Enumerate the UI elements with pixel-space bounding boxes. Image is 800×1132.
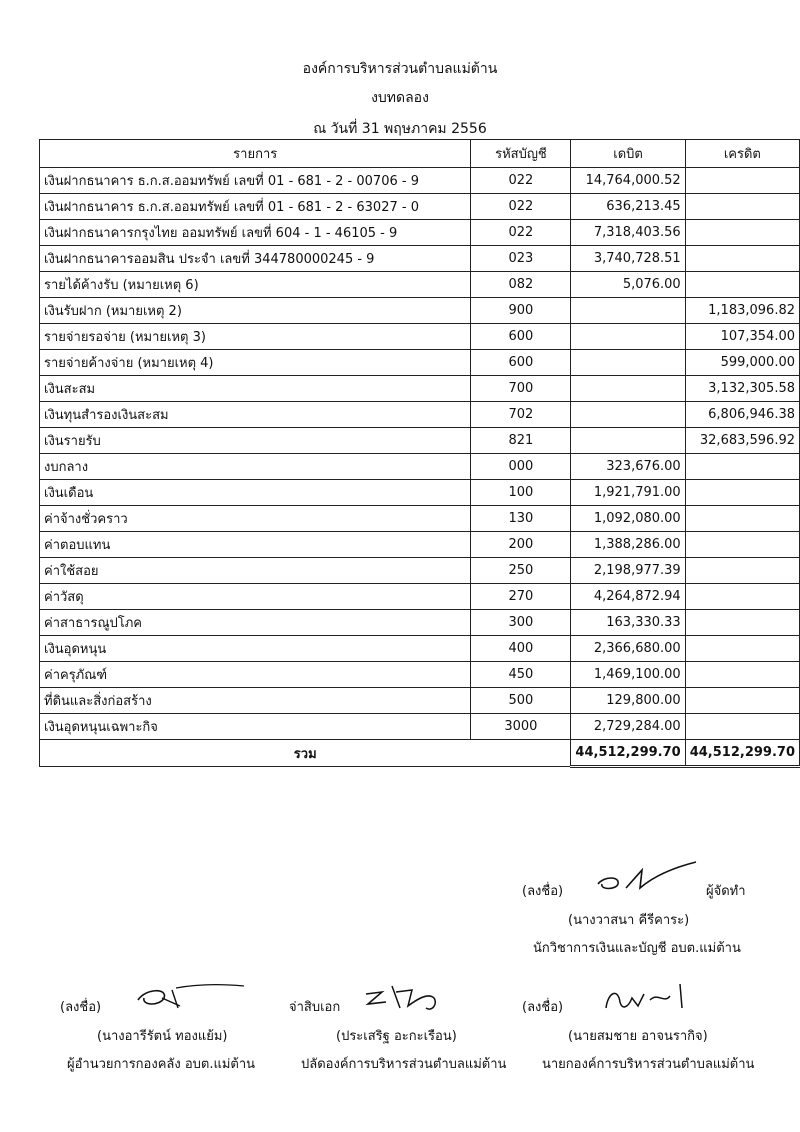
column-header-item: รายการ	[40, 140, 471, 168]
row-item: ค่าสาธารณูปโภค	[40, 610, 471, 636]
row-credit: 599,000.00	[685, 350, 799, 376]
row-debit	[571, 298, 685, 324]
row-debit	[571, 324, 685, 350]
total-row	[40, 740, 800, 767]
row-item: ค่าครุภัณฑ์	[40, 662, 471, 688]
table-row	[40, 558, 800, 584]
row-credit: 32,683,596.92	[685, 428, 799, 454]
mayor-position: นายกองค์การบริหารส่วนตำบลแม่ต้าน	[542, 1057, 755, 1072]
finance-director-sign-label: (ลงชื่อ)	[60, 1000, 102, 1015]
row-account-code: 022	[471, 194, 571, 220]
row-debit: 7,318,403.56	[571, 220, 685, 246]
row-item: เงินฝากธนาคารออมสิน ประจำ เลขที่ 344780000245 - 9	[40, 246, 471, 272]
secretary-rank: จ่าสิบเอก	[289, 1000, 341, 1015]
row-account-code: 100	[471, 480, 571, 506]
row-credit	[685, 662, 799, 688]
row-account-code: 200	[471, 532, 571, 558]
mayor-name: (นายสมชาย อาจนรากิจ)	[568, 1029, 708, 1044]
table-row	[40, 298, 800, 324]
row-debit: 5,076.00	[571, 272, 685, 298]
row-debit: 323,676.00	[571, 454, 685, 480]
table-row	[40, 480, 800, 506]
total-debit: 44,512,299.70	[571, 740, 685, 767]
row-account-code: 022	[471, 168, 571, 194]
row-debit: 2,366,680.00	[571, 636, 685, 662]
row-account-code: 702	[471, 402, 571, 428]
column-header-credit: เครดิต	[685, 140, 799, 168]
row-debit: 1,469,100.00	[571, 662, 685, 688]
row-debit: 1,388,286.00	[571, 532, 685, 558]
mayor-signature-icon	[598, 978, 698, 1018]
row-debit: 2,198,977.39	[571, 558, 685, 584]
row-debit	[571, 350, 685, 376]
row-account-code: 3000	[471, 714, 571, 740]
row-account-code: 900	[471, 298, 571, 324]
row-credit	[685, 480, 799, 506]
row-debit: 4,264,872.94	[571, 584, 685, 610]
preparer-sign-label: (ลงชื่อ)	[522, 884, 564, 899]
row-item: ค่าวัสดุ	[40, 584, 471, 610]
row-account-code: 700	[471, 376, 571, 402]
table-row	[40, 402, 800, 428]
finance-director-position: ผู้อำนวยการกองคลัง อบต.แม่ต้าน	[67, 1057, 256, 1072]
row-credit	[685, 272, 799, 298]
table-row	[40, 220, 800, 246]
row-account-code: 400	[471, 636, 571, 662]
secretary-position: ปลัดองค์การบริหารส่วนตำบลแม่ต้าน	[301, 1057, 507, 1072]
row-item: ค่าจ้างชั่วคราว	[40, 506, 471, 532]
row-account-code: 300	[471, 610, 571, 636]
total-label: รวม	[40, 740, 571, 767]
row-credit	[685, 506, 799, 532]
row-item: เงินรายรับ	[40, 428, 471, 454]
row-debit: 1,092,080.00	[571, 506, 685, 532]
row-account-code: 500	[471, 688, 571, 714]
organization-name: องค์การบริหารส่วนตำบลแม่ต้าน	[302, 61, 498, 77]
row-debit: 163,330.33	[571, 610, 685, 636]
table-row	[40, 324, 800, 350]
column-header-code: รหัสบัญชี	[471, 140, 571, 168]
row-account-code: 821	[471, 428, 571, 454]
table-row	[40, 662, 800, 688]
row-account-code: 600	[471, 350, 571, 376]
row-item: ค่าตอบแทน	[40, 532, 471, 558]
finance-director-signature-icon	[118, 980, 248, 1014]
row-item: รายได้ค้างรับ (หมายเหตุ 6)	[40, 272, 471, 298]
secretary-name: (ประเสริฐ อะกะเรือน)	[336, 1029, 457, 1044]
table-row	[40, 714, 800, 740]
row-credit	[685, 454, 799, 480]
row-item: เงินรับฝาก (หมายเหตุ 2)	[40, 298, 471, 324]
row-debit: 129,800.00	[571, 688, 685, 714]
preparer-position: นักวิชาการเงินและบัญชี อบต.แม่ต้าน	[533, 941, 741, 956]
row-credit	[685, 246, 799, 272]
secretary-signature-icon	[362, 978, 452, 1018]
table-row	[40, 168, 800, 194]
row-item: รายจ่ายค้างจ่าย (หมายเหตุ 4)	[40, 350, 471, 376]
table-row	[40, 428, 800, 454]
row-credit	[685, 532, 799, 558]
table-row	[40, 506, 800, 532]
row-credit: 1,183,096.82	[685, 298, 799, 324]
table-row	[40, 584, 800, 610]
row-debit	[571, 428, 685, 454]
table-row	[40, 350, 800, 376]
preparer-role: ผู้จัดทำ	[706, 884, 746, 899]
row-credit	[685, 168, 799, 194]
row-debit: 2,729,284.00	[571, 714, 685, 740]
row-account-code: 023	[471, 246, 571, 272]
row-account-code: 250	[471, 558, 571, 584]
row-credit	[685, 558, 799, 584]
row-item: ค่าใช้สอย	[40, 558, 471, 584]
finance-director-name: (นางอารีรัตน์ ทองแย้ม)	[97, 1029, 228, 1044]
table-row	[40, 454, 800, 480]
preparer-name: (นางวาสนา คีรีคาระ)	[568, 913, 690, 928]
table-body	[40, 168, 800, 740]
row-debit	[571, 376, 685, 402]
report-title: งบทดลอง	[371, 90, 429, 106]
row-debit	[571, 402, 685, 428]
row-account-code: 450	[471, 662, 571, 688]
row-item: ที่ดินและสิ่งก่อสร้าง	[40, 688, 471, 714]
row-debit: 14,764,000.52	[571, 168, 685, 194]
row-credit: 107,354.00	[685, 324, 799, 350]
mayor-sign-label: (ลงชื่อ)	[522, 1000, 564, 1015]
row-credit	[685, 610, 799, 636]
row-item: เงินอุดหนุน	[40, 636, 471, 662]
table-row	[40, 272, 800, 298]
row-item: เงินสะสม	[40, 376, 471, 402]
row-debit: 636,213.45	[571, 194, 685, 220]
row-credit	[685, 584, 799, 610]
table-row	[40, 610, 800, 636]
trial-balance-table	[39, 139, 800, 768]
column-header-debit: เดบิต	[571, 140, 685, 168]
row-credit	[685, 714, 799, 740]
table-row	[40, 376, 800, 402]
row-credit: 6,806,946.38	[685, 402, 799, 428]
table-row	[40, 636, 800, 662]
row-credit	[685, 194, 799, 220]
table-header-row	[40, 140, 800, 168]
row-account-code: 000	[471, 454, 571, 480]
table-row	[40, 246, 800, 272]
row-item: เงินฝากธนาคารกรุงไทย ออมทรัพย์ เลขที่ 604 - 1 - 46105 - 9	[40, 220, 471, 246]
row-debit: 3,740,728.51	[571, 246, 685, 272]
total-credit: 44,512,299.70	[685, 740, 799, 767]
row-item: เงินทุนสำรองเงินสะสม	[40, 402, 471, 428]
preparer-signature-icon	[590, 858, 700, 898]
row-account-code: 022	[471, 220, 571, 246]
row-item: เงินฝากธนาคาร ธ.ก.ส.ออมทรัพย์ เลขที่ 01 - 681 - 2 - 63027 - 0	[40, 194, 471, 220]
row-item: รายจ่ายรอจ่าย (หมายเหตุ 3)	[40, 324, 471, 350]
row-account-code: 130	[471, 506, 571, 532]
row-item: งบกลาง	[40, 454, 471, 480]
row-account-code: 600	[471, 324, 571, 350]
row-credit	[685, 220, 799, 246]
row-credit	[685, 688, 799, 714]
row-account-code: 270	[471, 584, 571, 610]
row-debit: 1,921,791.00	[571, 480, 685, 506]
table-row	[40, 194, 800, 220]
row-item: เงินอุดหนุนเฉพาะกิจ	[40, 714, 471, 740]
table-row	[40, 532, 800, 558]
row-item: เงินฝากธนาคาร ธ.ก.ส.ออมทรัพย์ เลขที่ 01 - 681 - 2 - 00706 - 9	[40, 168, 471, 194]
row-item: เงินเดือน	[40, 480, 471, 506]
table-row	[40, 688, 800, 714]
report-date: ณ วันที่ 31 พฤษภาคม 2556	[313, 121, 487, 137]
row-credit: 3,132,305.58	[685, 376, 799, 402]
row-account-code: 082	[471, 272, 571, 298]
row-credit	[685, 636, 799, 662]
